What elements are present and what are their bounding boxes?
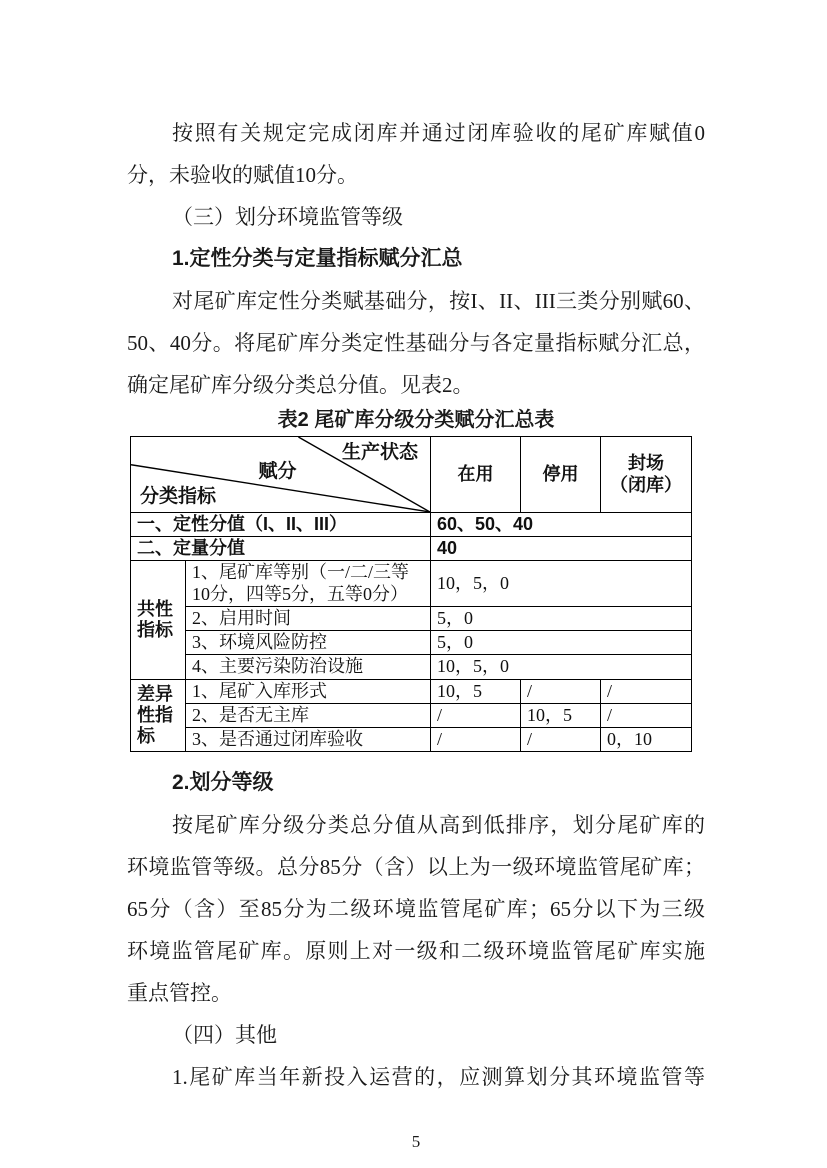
diagonal-header-cell (131, 437, 431, 513)
cell-closed: / (601, 703, 692, 727)
text-line: 按尾矿库分级分类总分值从高到低排序，划分尾矿库的 (172, 813, 705, 838)
table-row-common-2 (131, 606, 692, 630)
table-row-diff-1 (131, 679, 692, 703)
category-common-indicators: 共性指标 (131, 561, 186, 679)
table-row-common-3 (131, 631, 692, 655)
header-score: 赋分 (258, 460, 297, 482)
text-line: 环境监管等级。总分85分（含）以上为一级环境监管尾矿库； (127, 855, 705, 880)
category-differential-indicators: 差异性指标 (131, 679, 186, 752)
text-line: 环境监管尾矿库。原则上对一级和二级环境监管尾矿库实施 (127, 939, 705, 964)
cell-stopped: 10，5 (521, 703, 601, 727)
row-label: 二、定量分值 (131, 537, 431, 561)
cell-stopped: / (521, 679, 601, 703)
text-line: 按照有关规定完成闭库并通过闭库验收的尾矿库赋值0 (172, 121, 705, 145)
table-row-common-4 (131, 655, 692, 679)
closed-line2: （闭库） (610, 474, 682, 495)
row-value: 10，5，0 (431, 561, 692, 606)
row-label: 4、主要污染防治设施 (186, 655, 431, 679)
column-header-in-use: 在用 (431, 437, 521, 513)
table-row-diff-2 (131, 703, 692, 727)
heading-grading: 2.划分等级 (172, 771, 274, 795)
text-line: 1.尾矿库当年新投入运营的，应测算划分其环境监管等 (172, 1065, 705, 1090)
text-line: 对尾矿库定性分类赋基础分，按I、II、III三类分别赋60、 (172, 289, 705, 313)
table-caption: 表2 尾矿库分级分类赋分汇总表 (277, 409, 555, 431)
closed-line1: 封场 (628, 453, 664, 474)
cell-in-use: / (431, 728, 521, 752)
row-value: 60、50、40 (431, 513, 692, 537)
paragraph-grading (127, 804, 705, 1014)
cell-closed: / (601, 679, 692, 703)
row-label: 1、尾矿库等别（一/二/三等 10分，四等5分，五等0分） (186, 561, 431, 606)
page-number: 5 (411, 1132, 421, 1152)
text-line: 确定尾矿库分级分类总分值。见表2。 (127, 373, 474, 397)
text-line: 50、40分。将尾矿库分类定性基础分与各定量指标赋分汇总， (127, 331, 705, 355)
row-value: 40 (431, 537, 692, 561)
row-label: 2、启用时间 (186, 606, 431, 630)
section-heading-4: （四）其他 (172, 1023, 277, 1048)
table-row-quantitative (131, 537, 692, 561)
text-line: 分，未验收的赋值10分。 (127, 163, 358, 187)
cell-in-use: / (431, 703, 521, 727)
section-heading-3: （三）划分环境监管等级 (172, 205, 403, 229)
row-label: 一、定性分值（I、II、III） (131, 513, 431, 537)
table-row-diff-3 (131, 728, 692, 752)
paragraph-closure-scoring (127, 112, 705, 196)
cell-stopped: / (521, 728, 601, 752)
heading-scoring-summary: 1.定性分类与定量指标赋分汇总 (172, 247, 463, 270)
header-classification-indicator: 分类指标 (140, 485, 217, 507)
table-row-common-1 (131, 561, 692, 606)
table-header-row (131, 437, 692, 513)
cell-in-use: 10，5 (431, 679, 521, 703)
header-production-status: 生产状态 (341, 442, 418, 463)
table-row-qualitative (131, 513, 692, 537)
cell-closed: 0，10 (601, 728, 692, 752)
row-label: 3、是否通过闭库验收 (186, 728, 431, 752)
column-header-stopped: 停用 (521, 437, 601, 513)
row-value: 10，5，0 (431, 655, 692, 679)
row-label: 3、环境风险防控 (186, 631, 431, 655)
text-line: 65分（含）至85分为二级环境监管尾矿库；65分以下为三级 (127, 897, 705, 922)
row-label: 1、尾矿入库形式 (186, 679, 431, 703)
row-label: 2、是否无主库 (186, 703, 431, 727)
row-value: 5，0 (431, 606, 692, 630)
paragraph-other (127, 1056, 705, 1098)
column-header-closed (601, 437, 692, 513)
scoring-summary-table (130, 436, 692, 752)
paragraph-scoring (127, 280, 705, 406)
text-line: 重点管控。 (127, 981, 232, 1006)
row-value: 5，0 (431, 631, 692, 655)
